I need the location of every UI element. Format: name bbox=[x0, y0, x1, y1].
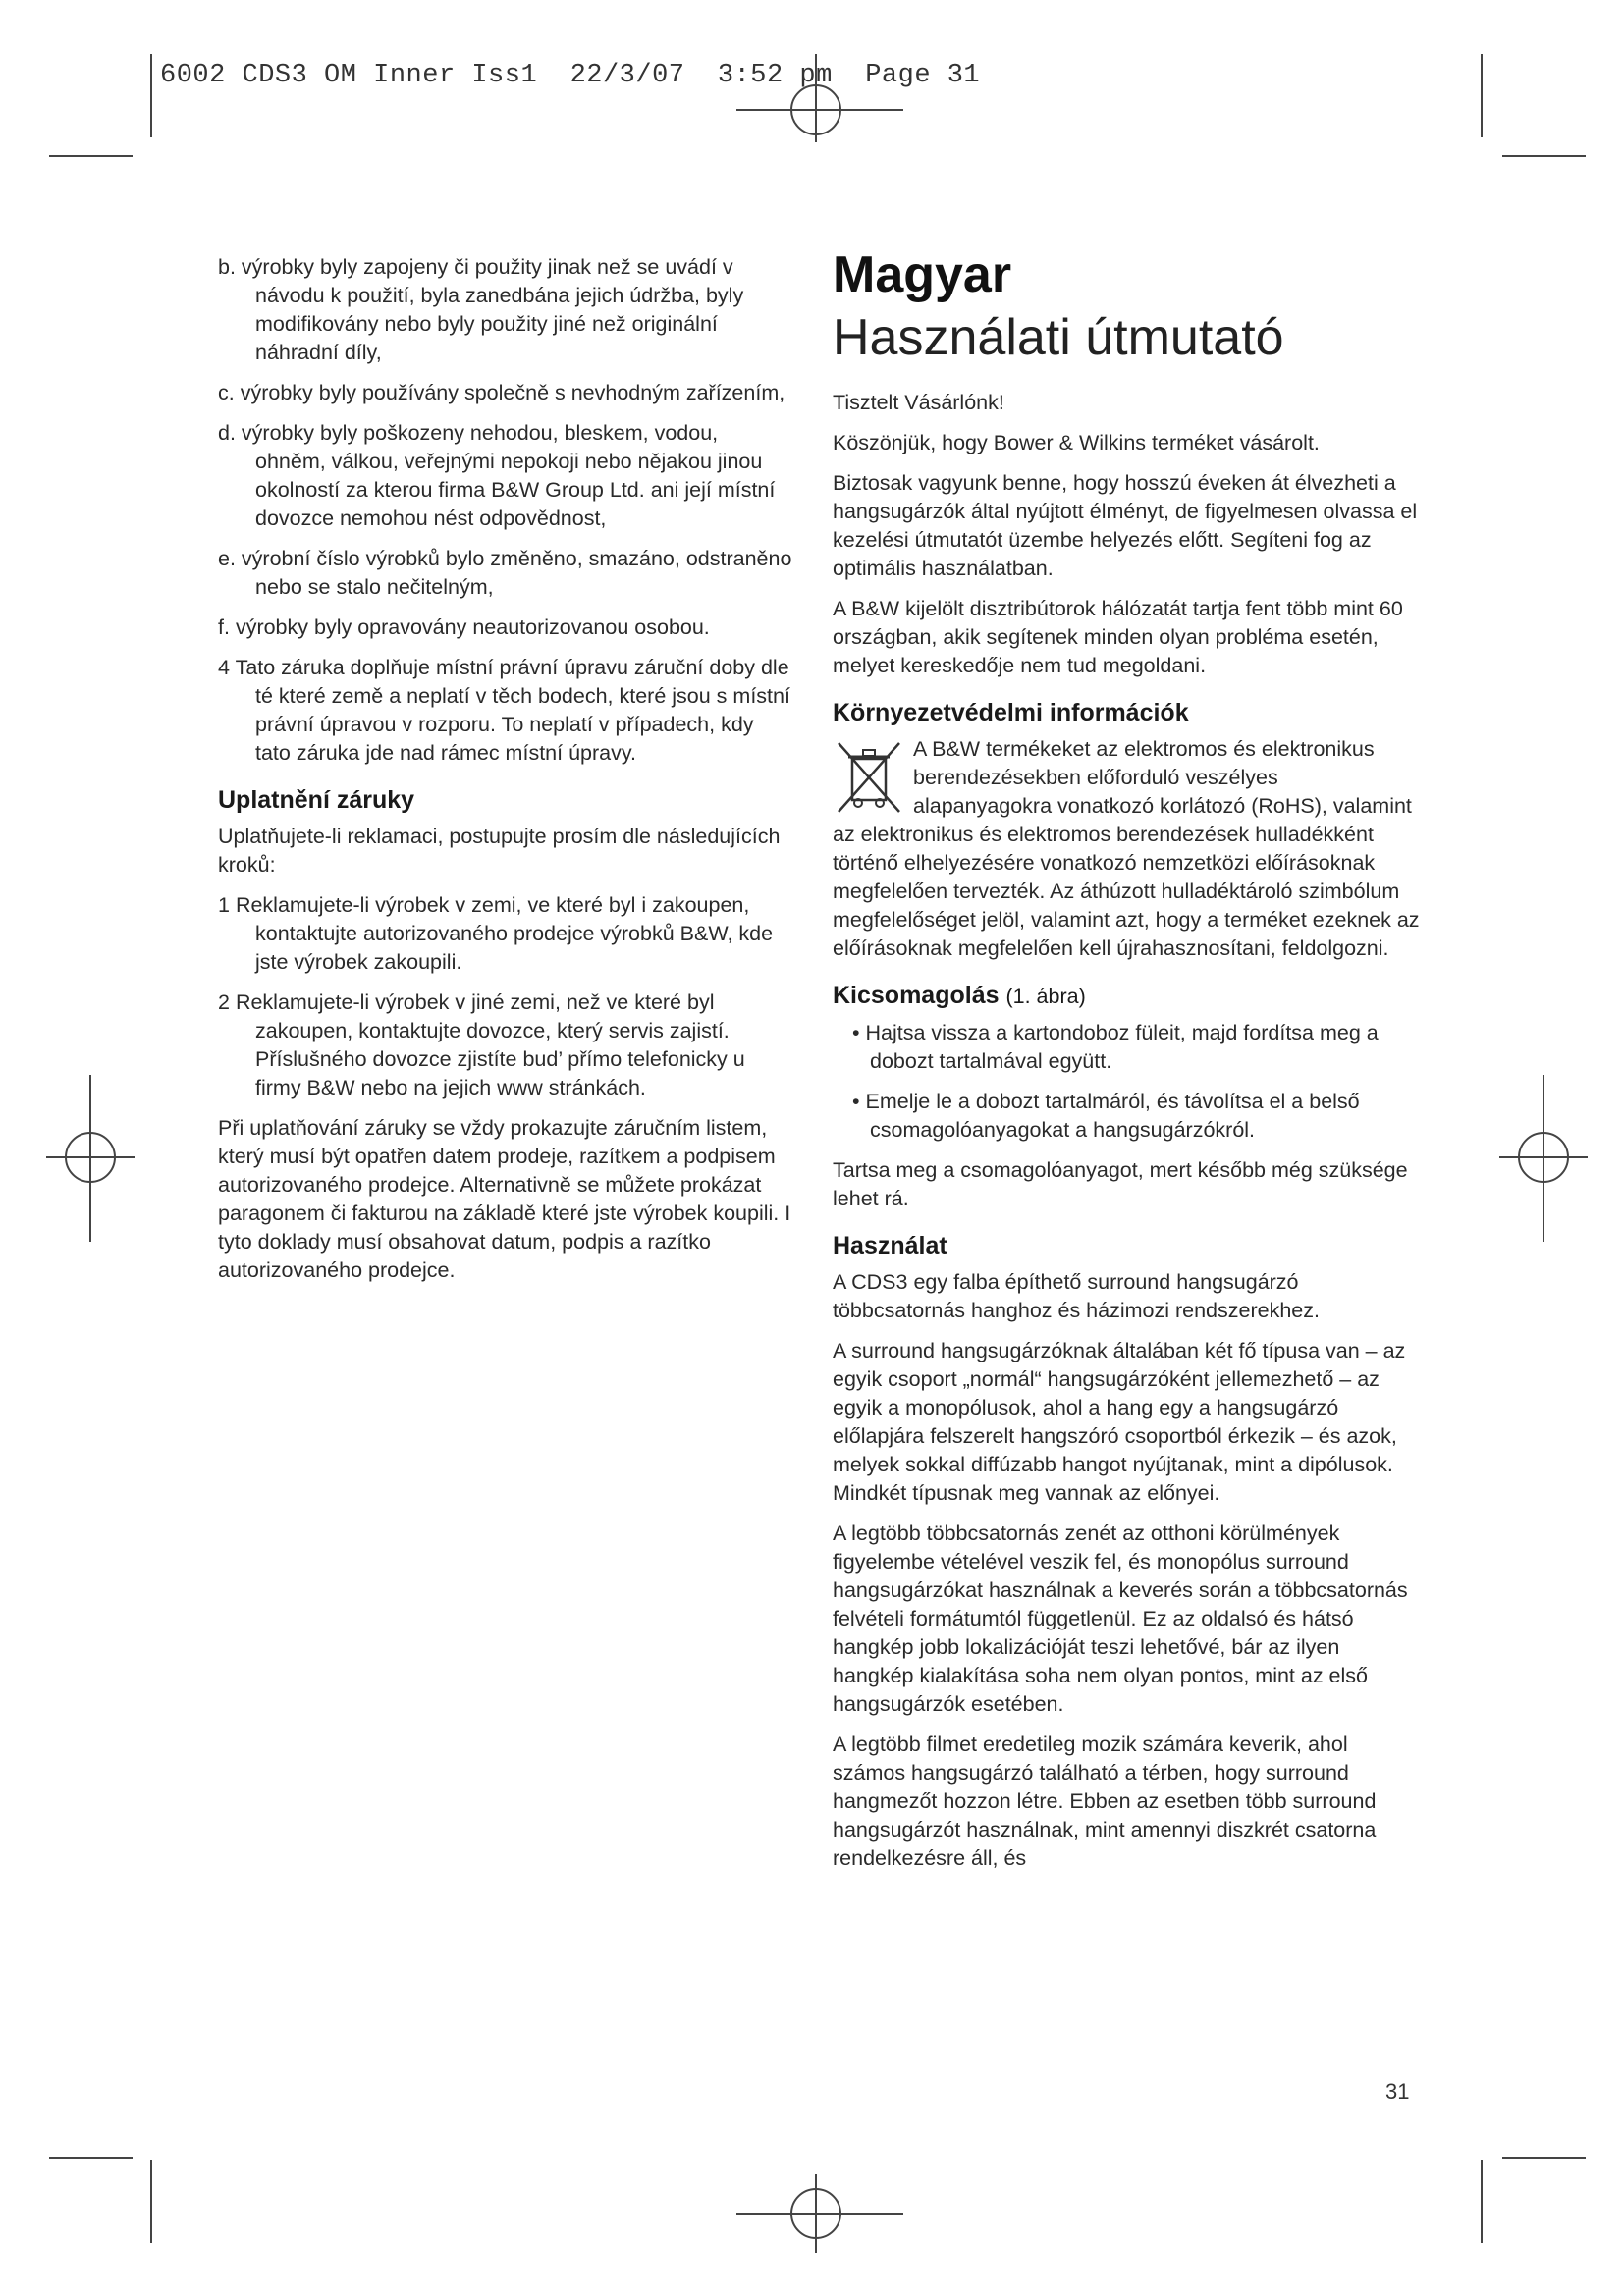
crop-mark bbox=[150, 54, 152, 137]
crop-mark bbox=[1481, 2160, 1483, 2243]
paragraph: Tartsa meg a csomagolóanyagot, mert később még szüksége lehet rá. bbox=[833, 1158, 1408, 1210]
paragraph: Köszönjük, hogy Bower & Wilkins terméket vásárolt. bbox=[833, 431, 1320, 454]
section-heading-usage: Használat bbox=[833, 1232, 947, 1259]
registration-mark-right bbox=[1499, 1075, 1588, 1242]
list-item: 4 Tato záruka doplňuje místní právní úpravu záruční doby dle té které země a neplatí v těch bodech, které jsou s místní právní úpravou v rozporu. To neplatí v případech, kdy tato záruka jde nad rámec místní úpravy. bbox=[218, 656, 790, 765]
crossed-bin-icon bbox=[833, 737, 905, 818]
list-item: 1 Reklamujete-li výrobek v zemi, ve které byl i zakoupen, kontaktujte autorizovaného prodejce výrobků B&W, kde jste výrobek zakoupili. bbox=[218, 893, 774, 974]
registration-mark-left bbox=[46, 1075, 135, 1242]
list-item: d. výrobky byly poškozeny nehodou, bleskem, vodou, ohněm, válkou, veřejnými nepokoji nebo nějakou jinou okolností za kterou firma B&W Group Ltd. ani její místní dovozce nemohou nést odpovědnost, bbox=[218, 421, 776, 530]
print-slug: 6002 CDS3 OM Inner Iss1 22/3/07 3:52 pm Page 31 bbox=[160, 61, 981, 90]
bullet-item: • Hajtsa vissza a kartondoboz füleit, majd fordítsa meg a dobozt tartalmával együtt. bbox=[852, 1021, 1379, 1073]
paragraph: A B&W kijelölt disztribútorok hálózatát tartja fent több mint 60 országban, akik segítenek minden olyan probléma esetén, melyet kereskedője nem tud megoldani. bbox=[833, 597, 1403, 677]
crop-mark bbox=[49, 155, 133, 157]
list-item: b. výrobky byly zapojeny či použity jinak než se uvádí v návodu k použití, byla zanedbána jejich údržba, byly modifikovány nebo byly použity jiné než originální náhradní díly, bbox=[218, 255, 744, 364]
crop-mark bbox=[1502, 2157, 1586, 2159]
environment-paragraph: A B&W termékeket az elektromos és elektronikus berendezésekben előforduló veszélyes alapanyagokra vonatkozó korlátozó (RoHS), valamint az elektronikus és elektromos berendezések hulladékként történő elhelyezésére vonatkozó nemzetközi előírásoknak megfelelően tervezték. Az áthúzott hulladéktároló szimbólum megfelelőséget jelöl, valamint azt, hogy a terméket ezeknek az előírásoknak megfelelően kell újrahasznosítani, feldolgozni. bbox=[833, 737, 1420, 960]
page-number: 31 bbox=[1385, 2079, 1410, 2104]
section-heading-warranty-claim: Uplatnění záruky bbox=[218, 786, 415, 814]
registration-mark-top bbox=[736, 54, 903, 142]
list-item: f. výrobky byly opravovány neautorizovanou osobou. bbox=[218, 615, 710, 639]
crop-mark bbox=[1481, 54, 1483, 137]
list-item: 2 Reklamujete-li výrobek v jiné zemi, než ve které byl zakoupen, kontaktujte dovozce, který servis zajistí. Příslušného dovozce zjistíte bud’ přímo telefonicky u firmy B&W nebo na jejich www stránkách. bbox=[218, 990, 745, 1099]
crop-mark bbox=[150, 2160, 152, 2243]
bullet-item: • Emelje le a dobozt tartalmáról, és távolítsa el a belső csomagolóanyagokat a hangsugárzókról. bbox=[852, 1090, 1360, 1142]
crop-mark bbox=[1502, 155, 1586, 157]
left-column bbox=[218, 253, 792, 1297]
list-item: e. výrobní číslo výrobků bylo změněno, smazáno, odstraněno nebo se stalo nečitelným, bbox=[218, 547, 792, 599]
section-heading-environment: Környezetvédelmi információk bbox=[833, 699, 1189, 726]
list-item: c. výrobky byly používány společně s nevhodným zařízením, bbox=[218, 381, 785, 404]
right-column bbox=[833, 245, 1422, 1885]
paragraph: A legtöbb filmet eredetileg mozik számára keverik, ahol számos hangsugárzó található a térben, hogy surround hangmezőt hozzon létre. Ebben az esetben több surround hangsugárzót használnak, mint amennyi diszkrét csatorna rendelkezésre áll, és bbox=[833, 1733, 1377, 1870]
language-title: Magyar bbox=[833, 246, 1012, 303]
paragraph: A CDS3 egy falba építhető surround hangsugárzó többcsatornás hanghoz és házimozi rendszerekhez. bbox=[833, 1270, 1320, 1322]
paragraph: Při uplatňování záruky se vždy prokazujte záručním listem, který musí být opatřen datem prodeje, razítkem a podpisem autorizovaného prodejce. Alternativně se můžete prokázat paragonem či fakturou na základě které jste výrobek koupili. I tyto doklady musí obsahovat datum, podpis a razítko autorizovaného prodejce. bbox=[218, 1116, 791, 1282]
registration-mark-bottom bbox=[736, 2174, 903, 2253]
manual-subtitle: Használati útmutató bbox=[833, 309, 1284, 366]
section-heading-unpacking: Kicsomagolás (1. ábra) bbox=[833, 982, 1086, 1009]
crop-mark bbox=[49, 2157, 133, 2159]
paragraph: A surround hangsugárzóknak általában két fő típusa van – az egyik csoport „normál“ hangsugárzóként jellemezhető – az egyik a monopólusok, ahol a hang egy a hangsugárzó előlapjára felszerelt hangszóró csoportból érkezik – és azok, melyek sokkal diffúzabb hangot nyújtanak, mint a dipólusok. Mindkét típusnak meg vannak az előnyei. bbox=[833, 1339, 1406, 1505]
paragraph: Uplatňujete-li reklamaci, postupujte prosím dle následujících kroků: bbox=[218, 825, 781, 877]
paragraph: A legtöbb többcsatornás zenét az otthoni körülmények figyelembe vételével veszik fel, és monopólus surround hangsugárzókat használnak a keverés során a többcsatornás felvételi formátumtól függetlenül. Ez az oldalsó és hátsó hangkép jobb lokalizációját teszi lehetővé, bár az ilyen hangkép kialakítása soha nem olyan pontos, mint az első hangsugárzók esetében. bbox=[833, 1522, 1408, 1716]
paragraph: Biztosak vagyunk benne, hogy hosszú éveken át élvezheti a hangsugárzók által nyújtott élményt, de figyelmesen olvassa el kezelési útmutatót üzembe helyezés előtt. Segíteni fog az optimális használatban. bbox=[833, 471, 1418, 580]
greeting: Tisztelt Vásárlónk! bbox=[833, 391, 1004, 414]
